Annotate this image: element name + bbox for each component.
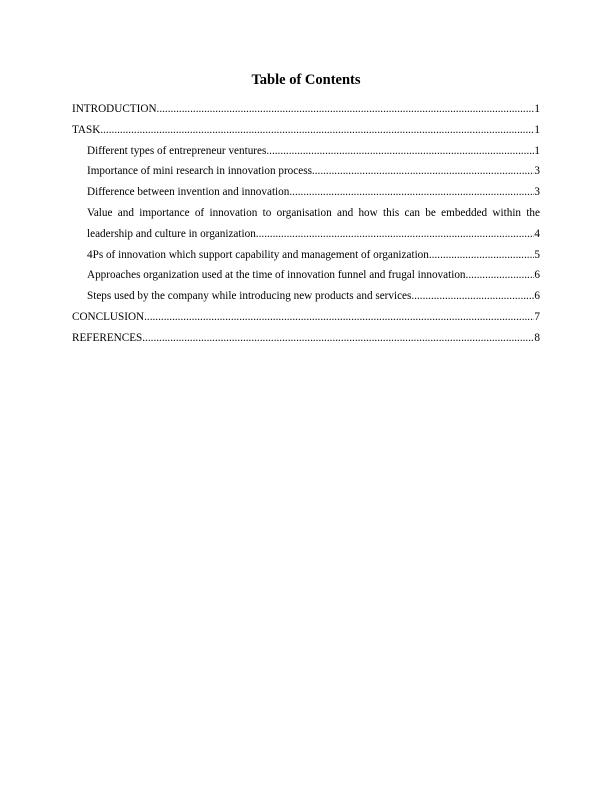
toc-entry-page-number: 8 (534, 331, 540, 344)
toc-entry-page-number: 3 (534, 186, 540, 199)
toc-entry-task[interactable] (72, 120, 540, 141)
dot-leader (312, 161, 534, 182)
toc-entry-label: INTRODUCTION (72, 103, 157, 115)
toc-entry-mini-research[interactable] (72, 161, 540, 182)
toc-entry-page-number: 7 (534, 310, 540, 323)
toc-entry-page-number: 6 (534, 290, 540, 303)
toc-entry-page-number: 5 (534, 248, 540, 261)
toc-entry-label: Approaches organization used at the time of innovation funnel and frugal innovation (87, 269, 466, 282)
toc-entry-label: Different types of entrepreneur ventures (87, 144, 267, 157)
toc-entry-label-line-1: Value and importance of innovation to organisation and how this can be embedded within the (87, 206, 540, 219)
toc-entry-references[interactable] (72, 328, 540, 349)
toc-entry-label: 4Ps of innovation which support capability and management of organization (87, 248, 429, 261)
toc-entry-4ps-of-innovation[interactable] (72, 245, 540, 266)
toc-entry-new-products-steps[interactable] (72, 286, 540, 307)
toc-entry-value-of-innovation[interactable] (72, 203, 540, 245)
toc-entry-entrepreneur-ventures[interactable] (72, 141, 540, 162)
toc-entry-label: Steps used by the company while introducing new products and services (87, 290, 412, 303)
toc-entry-page-number: 6 (534, 269, 540, 282)
dot-leader (289, 182, 534, 203)
toc-entry-label: Difference between invention and innovation (87, 186, 290, 199)
dot-leader (266, 141, 534, 162)
dot-leader (466, 265, 535, 286)
dot-leader (100, 120, 534, 141)
dot-leader (157, 99, 535, 120)
toc-entry-label: TASK (72, 123, 101, 136)
toc-entry-invention-vs-innovation[interactable] (72, 182, 540, 203)
toc-entry-label: CONCLUSION (72, 310, 145, 323)
dot-leader (429, 245, 535, 266)
dot-leader (142, 328, 534, 349)
toc-entry-introduction[interactable] (72, 99, 540, 120)
dot-leader (256, 224, 535, 245)
toc-entry-page-number: 1 (534, 123, 540, 136)
toc-entry-conclusion[interactable] (72, 307, 540, 328)
toc-entry-page-number: 1 (534, 144, 540, 157)
dot-leader (411, 286, 534, 307)
toc-title: Table of Contents (251, 72, 361, 88)
table-of-contents (72, 99, 540, 349)
dot-leader (144, 307, 534, 328)
toc-entry-label-line-2: leadership and culture in organization (87, 227, 256, 240)
toc-entry-label: Importance of mini research in innovation process (87, 165, 312, 178)
toc-entry-page-number: 4 (534, 227, 540, 240)
toc-entry-page-number: 3 (534, 165, 540, 178)
toc-entry-page-number: 1 (534, 103, 540, 115)
toc-entry-line-2 (87, 224, 540, 245)
toc-entry-innovation-funnel[interactable] (72, 265, 540, 286)
toc-entry-label: REFERENCES (72, 331, 143, 344)
